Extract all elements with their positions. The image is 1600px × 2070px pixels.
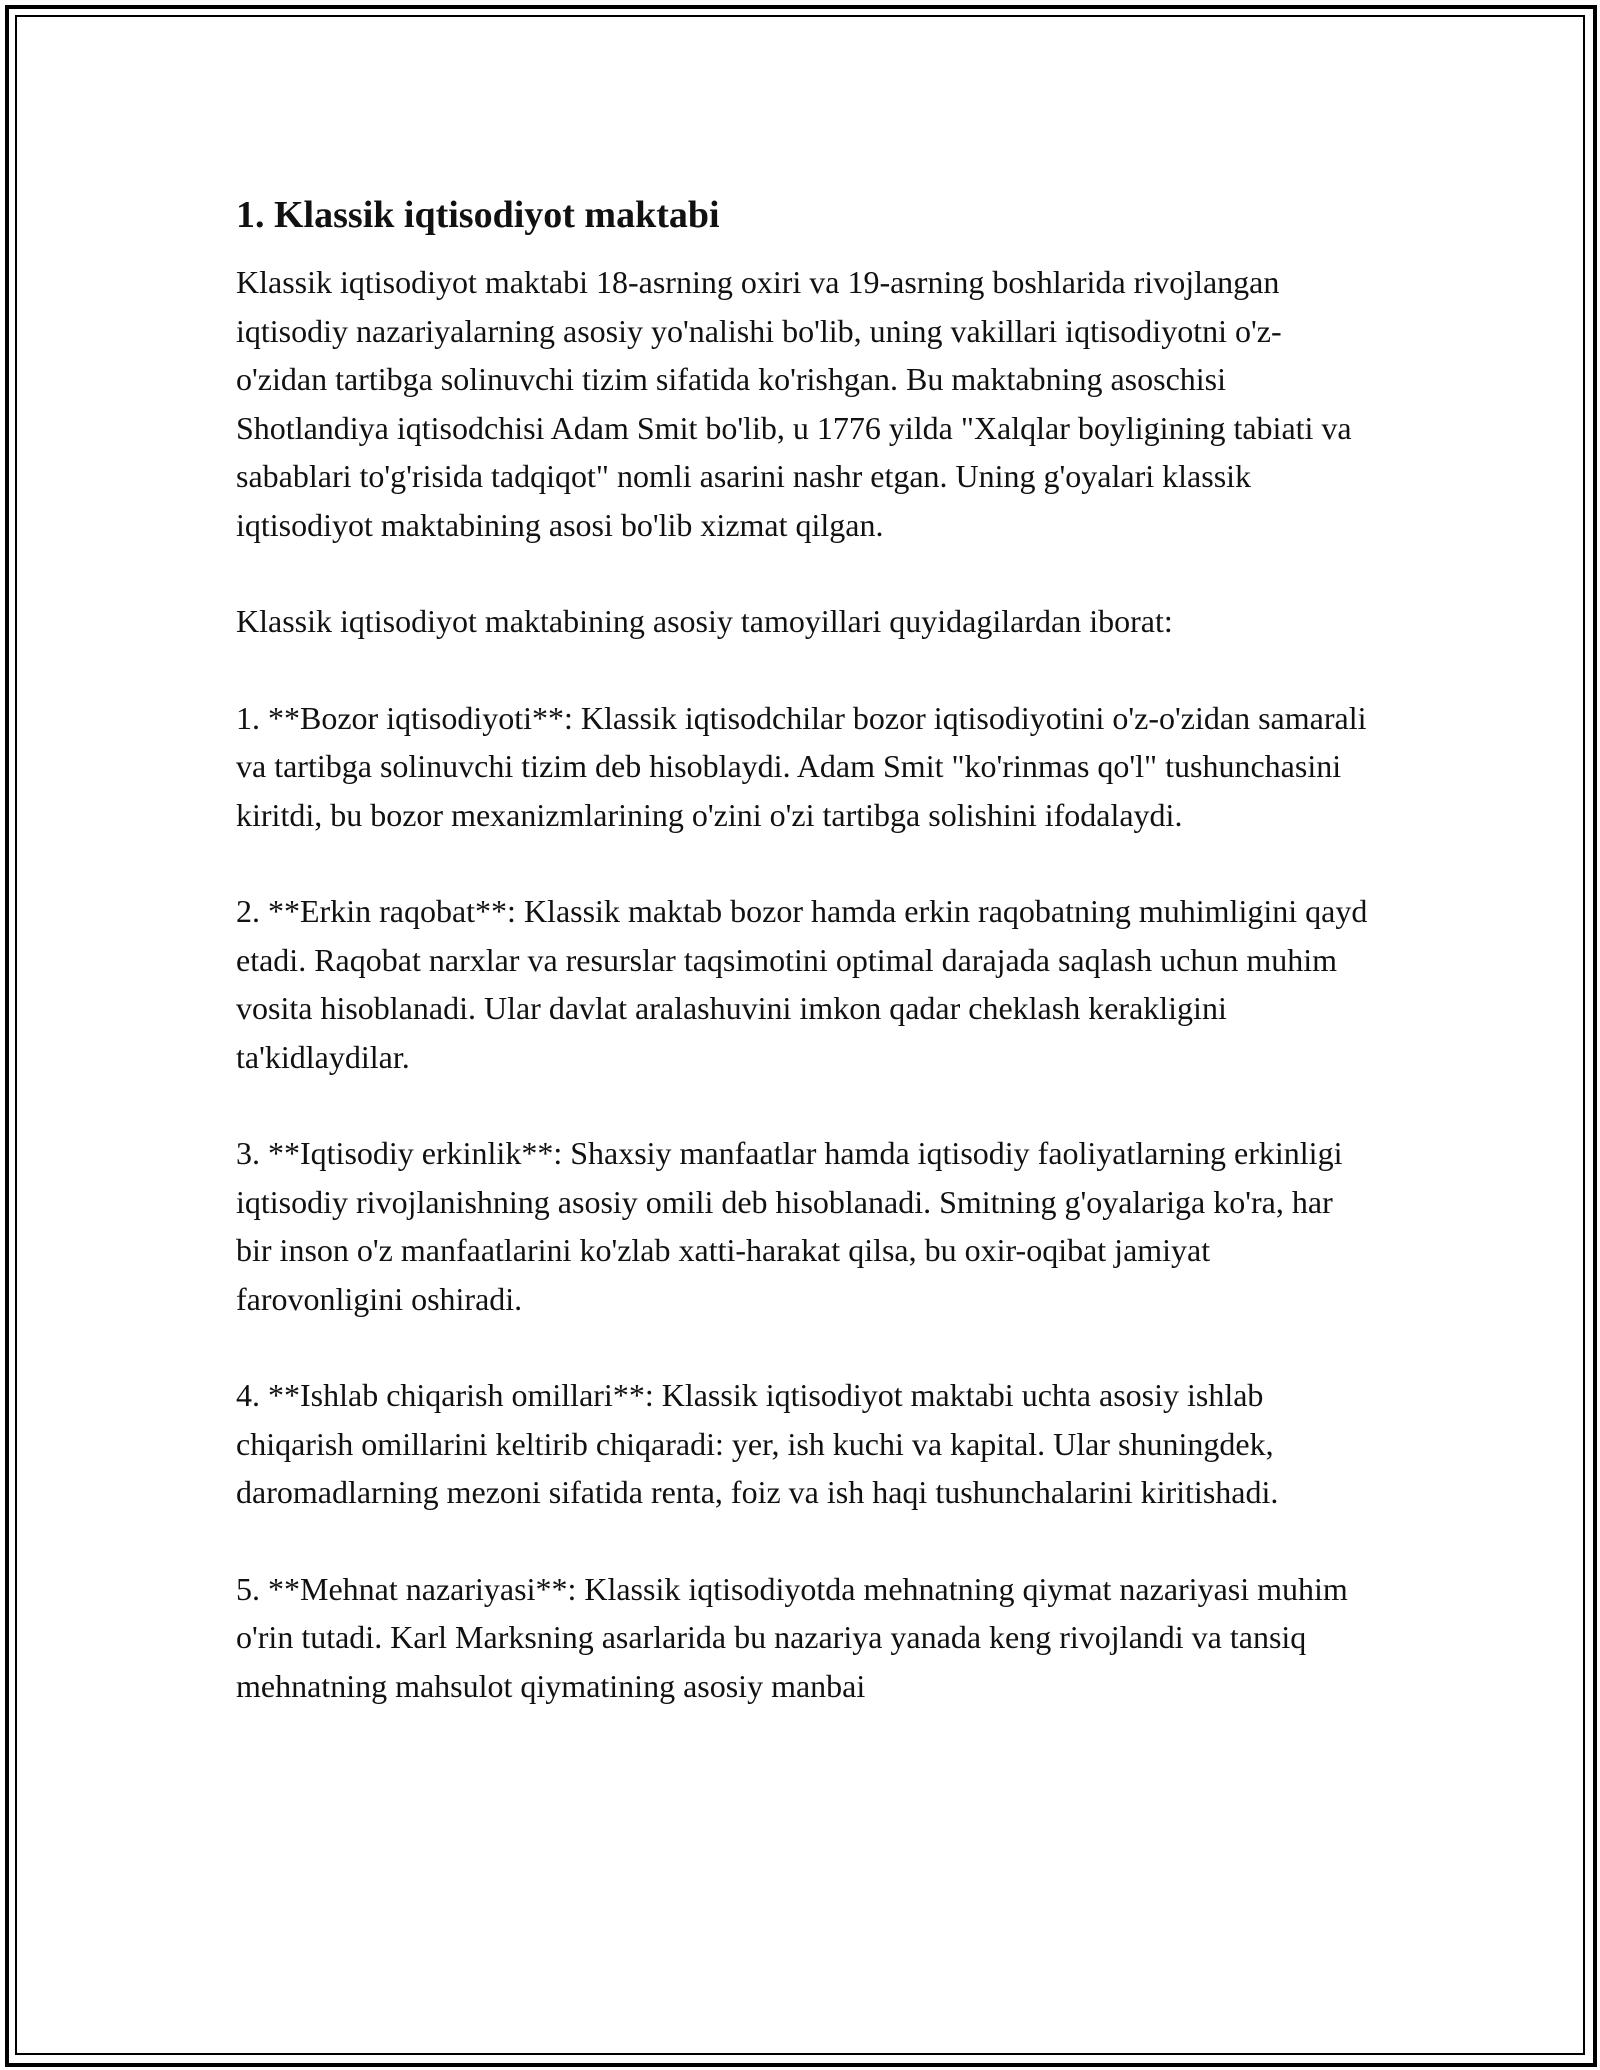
paragraph-principles-lead: Klassik iqtisodiyot maktabining asosiy tamoyillari quyidagilardan iborat: xyxy=(236,603,1173,639)
paragraph-item-1: 1. **Bozor iqtisodiyoti**: Klassik iqtisodchilar bozor iqtisodiyotini o'z-o'zidan samarali va tartibga solinuvchi tizim deb hisoblaydi. Adam Smit "ko'rinmas qo'l" tushunchasini kiritdi, bu bozor mexanizmlarining o'zini o'zi tartibga solishini ifodalaydi. xyxy=(236,699,1367,833)
paragraph-item-2: 2. **Erkin raqobat**: Klassik maktab bozor hamda erkin raqobatning muhimligini qayd etadi. Raqobat narxlar va resurslar taqsimotini optimal darajada saqlash uchun muhim vosita hisoblanadi. Ular davlat aralashuvini imkon qadar cheklash kerakligini ta'kidlaydilar. xyxy=(236,893,1368,1075)
document-body xyxy=(236,186,1370,1710)
paragraph-item-4: 4. **Ishlab chiqarish omillari**: Klassik iqtisodiyot maktabi uchta asosiy ishlab chiqarish omillarini keltirib chiqaradi: yer, ish kuchi va kapital. Ular shuningdek, daromadlarning mezoni sifatida renta, foiz va ish haqi tushunchalarini kiritishadi. xyxy=(236,1377,1279,1510)
paragraph-item-5: 5. **Mehnat nazariyasi**: Klassik iqtisodiyotda mehnatning qiymat nazariyasi muhim o'rin tutadi. Karl Marksning asarlarida bu nazariya yanada keng rivojlandi va tansiq mehnatning mahsulot qiymatining asosiy manbai xyxy=(236,1570,1348,1704)
section-heading: 1. Klassik iqtisodiyot maktabi xyxy=(236,194,720,236)
paragraph-intro: Klassik iqtisodiyot maktabi 18-asrning oxiri va 19-asrning boshlarida rivojlangan iqtisodiy nazariyalarning asosiy yo'nalishi bo'lib, uning vakillari iqtisodiyotni o'z-o'zidan tartibga solinuvchi tizim sifatida ko'rishgan. Bu maktabning asoschisi Shotlandiya iqtisodchisi Adam Smit bo'lib, u 1776 yilda "Xalqlar boyligining tabiati va sabablari to'g'risida tadqiqot" nomli asarini nashr etgan. Uning g'oyalari klassik iqtisodiyot maktabining asosi bo'lib xizmat qilgan. xyxy=(236,264,1352,543)
paragraph-item-3: 3. **Iqtisodiy erkinlik**: Shaxsiy manfaatlar hamda iqtisodiy faoliyatlarning erkinligi iqtisodiy rivojlanishning asosiy omili deb hisoblanadi. Smitning g'oyalariga ko'ra, har bir inson o'z manfaatlarini ko'zlab xatti-harakat qilsa, bu oxir-oqibat jamiyat farovonligini oshiradi. xyxy=(236,1135,1343,1317)
